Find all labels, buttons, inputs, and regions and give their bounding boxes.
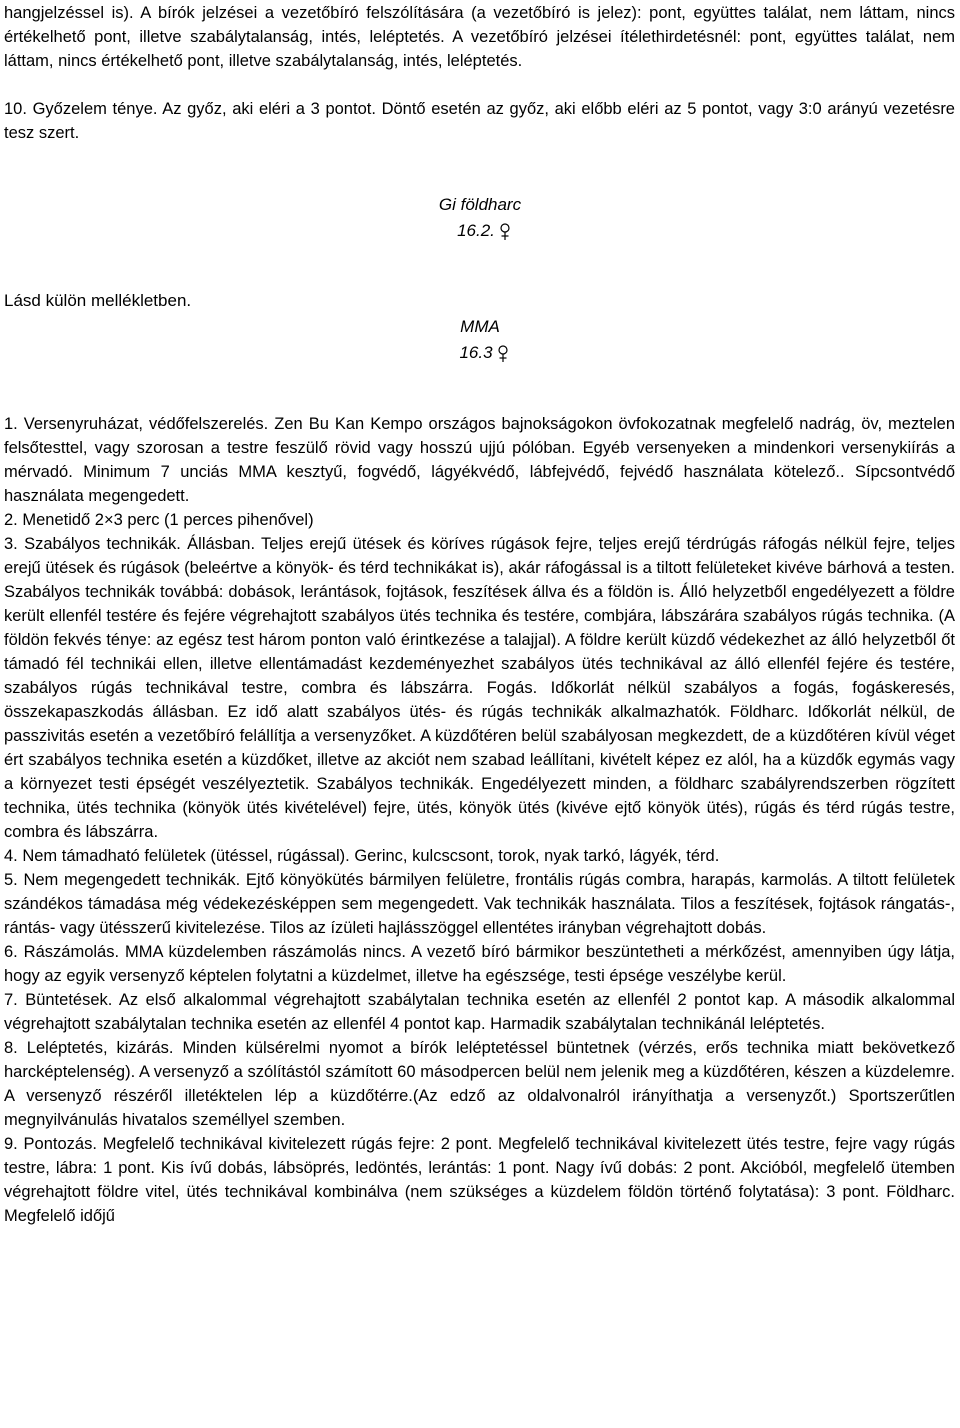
mma-rule-7: 7. Büntetések. Az első alkalommal végrehajtott szabálytalan technika esetén az ellenfél 2 pontot kap. A második alkalommal végrehajtott szabálytalan technika esetén az ellenfél 4 pontot kap. Harmadik szabálytalan technikánál leléptetés. [4,991,955,1033]
section-gi-number [4,218,960,243]
female-symbol-icon [497,345,509,363]
mma-rule-9: 9. Pontozás. Megfelelő technikával kivitelezett rúgás fejre: 2 pont. Megfelelő technikával kivitelezett ütés testre, fejre vagy rúgás testre, lábra: 1 pont. Kis ívű dobás, lábsöprés, ledöntés, lerántás: 1 pont. Nagy ívű dobás: 2 pont. Akcióból, megfelelő ütemben végrehajtott földre vitel, ütés technikával kombinálva (nem szükséges a küzdelem földön történő folytatása): 3 pont. Földharc. Megfelelő időjű [4,1135,955,1225]
mma-rule-2: 2. Menetidő 2×3 perc (1 perces pihenővel) [4,511,314,529]
mma-rule-1: 1. Versenyruházat, védőfelszerelés. Zen Bu Kan Kempo országos bajnokságokon övfokozatnak megfelelő nadrág, öv, meztelen felsőtesttel, vagy szorosan a testre feszülő rövid vagy hosszú ujjú pólóban. Egyéb versenyeken a mindenkori versenykiírás a mérvadó. Minimum 7 unciás MMA kesztyű, fogvédő, lágyékvédő, lábfejvédő, fejvédő használata kötelező.. Sípcsontvédő használata megengedett. [4,415,955,505]
intro-paragraph: hangjelzéssel is). A bírók jelzései a vezetőbíró felszólítására (a vezetőbíró is jelez): pont, együttes találat, nem láttam, nincs értékelhető pont, illetve szabálytalanság, intés, leléptetés. A vezetőbíró jelzései ítélethirdetésnél: pont, együttes találat, nem láttam, nincs értékelhető pont, illetve szabálytalanság, intés, leléptetés. [4,4,955,70]
rule-10-paragraph: 10. Győzelem ténye. Az győz, aki eléri a 3 pontot. Döntő esetén az győz, aki előbb eléri az 5 pontot, vagy 3:0 arányú vezetésre tesz szert. [4,100,955,142]
mma-rules-list [4,412,955,1228]
section-mma-number [4,340,960,365]
see-attachment-note: Lásd külön mellékletben. [4,291,192,310]
mma-rule-8: 8. Leléptetés, kizárás. Minden külsérelmi nyomot a bírók leléptetéssel büntetnek (vérzés, erős technika miatt bekövetkező harcképtelenség). A versenyző a szólítástól számított 60 másodpercen belül nem jelenik meg a küzdőtéren, készen a küzdelemre. A versenyző részéről illetéktelen lép a küzdőtérre.(Az edző az oldalvonalról irányíthatja a versenyzőt.) Sportszerűtlen megnyilvánulás hivatalos személlyel szemben. [4,1039,955,1129]
section-mma-number-text: 16.3 [459,343,493,362]
section-mma-title-text: MMA [460,317,500,336]
mma-rule-5: 5. Nem megengedett technikák. Ejtő könyökütés bármilyen felületre, frontális rúgás combra, harapás, karmolás. A tiltott felületek szándékos támadása még védekezésképpen sem megengedett. Vak technikák használata. Tilos a feszítések, fojtások rángatás-, rántás- vagy ütésszerű kivitelezése. Tilos az ízületi hajlásszöggel ellentétes irányban végrehajtott dobás. [4,871,955,937]
section-gi-title [0,192,960,217]
mma-rule-3: 3. Szabályos technikák. Állásban. Teljes erejű ütések és köríves rúgások fejre, teljes erejű térdrúgás ráfogás nélkül fejre, teljes erejű ütések és rúgások (beleértve a könyök- és térd technikákat is), akár ráfogással is a tiltott felületeket kivéve bárhová a testen. Szabályos technikák továbbá: dobások, lerántások, fojtások, feszítések állva és a földön is. Álló helyzetből engedélyezett a földre került ellenfél testére és fejére végrehajtott szabályos ütés technika és testére, combjára, lábszárára szabályos rúgás technika. (A földön fekvés ténye: az egész test három ponton való érintkezése a talajjal). A földre került küzdő védekezhet az álló helyzetből őt támadó fél technikái ellen, illetve ellentámadást kezdeményezhet szabályos ütés technikával az álló ellenfél fejére és testére, szabályos rúgás technikával testre, combra és lábszárra. Fogás. Időkorlát nélkül szabályos a fogás, fogáskeresés, összekapaszkodás állásban. Ez idő alatt szabályos ütés- és rúgás technikák alkalmazhatók. Földharc. Időkorlát nélkül, de passzivitás esetén a vezetőbíró felállítja a versenyzőket. A küzdőtéren belül szabályosan megkezdett, de a küzdőtéren kívül véget ért szabályos technika esetén a küzdőket, illetve az akciót nem szabad leállítani, kivételt képez ez alól, ha a küzdők egymás vagy a környezet testi épségét veszélyeztetik. Szabályos technikák. Engedélyezett minden, a földharc szabályrendszerben rögzített technika, ütés technika (könyök ütés kivételével) fejre, ütés, könyök ütés (kivéve ejtő könyök ütés), rúgás és térd rúgás testre, combra és lábszárra. [4,535,955,841]
section-gi-title-text: Gi földharc [438,195,522,214]
mma-rule-6: 6. Rászámolás. MMA küzdelemben rászámolás nincs. A vezető bíró bármikor beszüntetheti a mérkőzést, amennyiben úgy látja, hogy az egyik versenyző képtelen folytatni a küzdelmet, illetve ha egészsége, testi épsége veszélybe kerül. [4,943,955,985]
section-gi-number-text: 16.2. [457,221,495,240]
female-symbol-icon [499,223,511,241]
mma-rule-4: 4. Nem támadható felületek (ütéssel, rúgással). Gerinc, kulcscsont, torok, nyak tarkó, lágyék, térd. [4,847,720,865]
section-mma-title [0,314,960,339]
